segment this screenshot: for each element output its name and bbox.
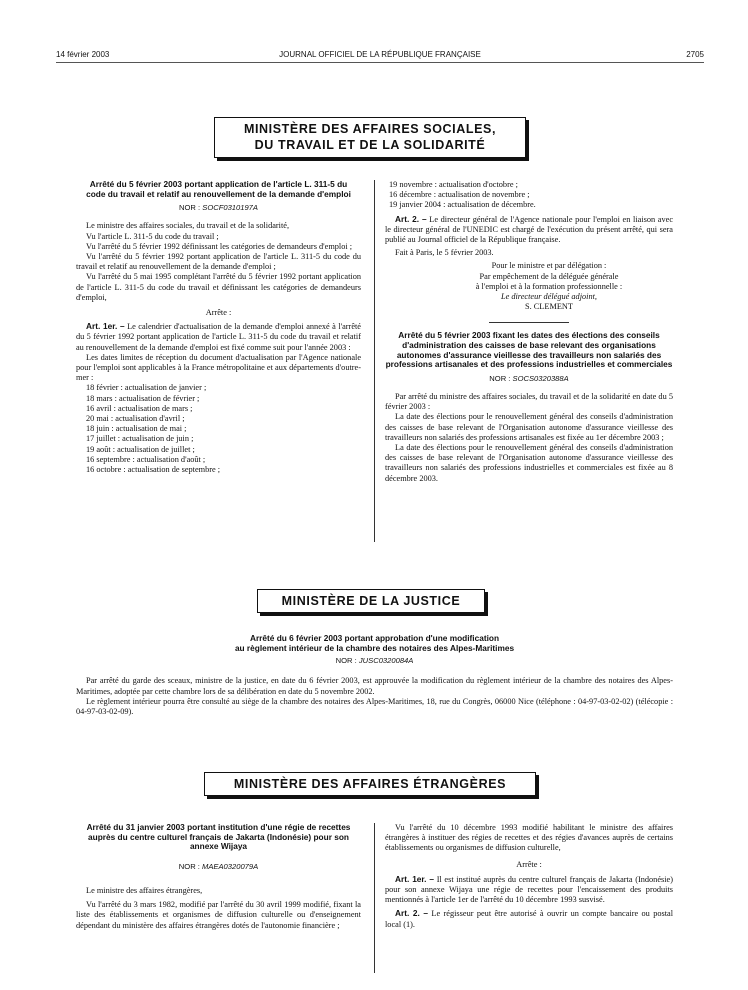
art1-text: Le calendrier d'actualisation de la demande d'emploi annexé à l'arrêté du 5 février 1992 portant application de l'article L. 311-5 du code du travail et relatif au renouvellement de la demande d'emploi est fixé comme suit pour l'année 2003 : <box>76 322 361 352</box>
ministry-heading-line1: MINISTÈRE DES AFFAIRES SOCIALES, <box>243 122 497 136</box>
ministry-heading-affaires-etrangeres <box>204 772 536 796</box>
nor-code: SOCS0320388A <box>512 373 569 383</box>
list-item: 18 juin : actualisation de mai ; <box>86 424 187 434</box>
signatory-name: S. CLEMENT <box>525 302 573 312</box>
arrete1-para: Vu l'arrêté du 5 février 1992 portant application de l'article L. 311-5 du code du travail et relatif au renouvellement de la demande d'emploi ; <box>76 252 361 272</box>
arrete3-title-line2: au règlement intérieur de la chambre des notaires des Alpes-Maritimes <box>234 642 515 653</box>
arrete2-title: Arrêté du 5 février 2003 fixant les dates des élections des conseils d'administration des caisses de base relevant des organisations autonomes d'assurance vieillesse des travailleurs non salariés des professions artisanales et des professions industrielles et commerciales <box>385 330 673 370</box>
arrete3-title-line1: Arrêté du 6 février 2003 portant approbation d'une modification <box>249 633 500 643</box>
sig-line: à l'emploi et à la formation professionnelle : <box>475 281 623 291</box>
arrete1-art1 <box>76 321 361 353</box>
list-item: 16 avril : actualisation de mars ; <box>86 403 193 413</box>
arrete1-para: Vu l'arrêté du 5 mai 1995 complétant l'arrêté du 5 février 1992 portant application de l'article L. 311-5 du code du travail et définissant les catégories de demandeurs d'emploi, <box>76 272 361 302</box>
nor-label: NOR : <box>489 373 511 383</box>
arrete4-right-column <box>385 823 673 930</box>
column-divider <box>374 180 375 542</box>
art2-label: Art. 2. – <box>395 213 427 224</box>
arrete1-para: Le ministre des affaires sociales, du travail et de la solidarité, <box>86 221 290 231</box>
arrete3-para: Le règlement intérieur pourra être consulté au siège de la chambre des notaires des Alpes-Maritimes, 18, rue du Congrès, 06000 Nice (téléphone : 04-97-03-02-02) (télécopie : 04-97-03-02-09). <box>76 696 673 716</box>
arrete1-para: Vu l'arrêté du 5 février 1992 définissant les catégories de demandeurs d'emploi ; <box>86 241 353 251</box>
header-date: 14 février 2003 <box>56 50 110 59</box>
list-item: 20 mai : actualisation d'avril ; <box>86 414 185 424</box>
sig-line: Pour le ministre et par délégation : <box>491 261 607 271</box>
list-item: 17 juillet : actualisation de juin ; <box>86 434 194 444</box>
arrete1-nor <box>76 203 361 213</box>
art1-label: Art. 1er. – <box>395 873 435 884</box>
list-item: 16 décembre : actualisation de novembre ; <box>389 190 530 200</box>
journal-title: JOURNAL OFFICIEL DE LA RÉPUBLIQUE FRANÇAISE <box>279 50 481 59</box>
list-item: 18 février : actualisation de janvier ; <box>86 383 207 393</box>
arrete1-title: Arrêté du 5 février 2003 portant application de l'article L. 311-5 du code du travail et relatif au renouvellement de la demande d'emploi <box>86 179 351 199</box>
arrete3-para: Par arrêté du garde des sceaux, ministre de la justice, en date du 6 février 2003, est approuvée la modification du règlement intérieur de la chambre des notaires des Alpes-Maritimes, adoptée par cette chambre lors de sa délibération en date du 5 novembre 2002. <box>76 676 673 696</box>
arrete1-para: Vu l'article L. 311-5 du code du travail ; <box>86 231 219 241</box>
ministry-heading-line1: MINISTÈRE DE LA JUSTICE <box>281 594 461 608</box>
list-item: 16 septembre : actualisation d'août ; <box>86 454 206 464</box>
list-item: 19 août : actualisation de juillet ; <box>86 444 195 454</box>
sig-line: Par empêchement de la déléguée générale <box>479 271 619 281</box>
arrete4-art2 <box>385 908 673 929</box>
nor-label: NOR : <box>179 203 201 213</box>
art2-text: Le régisseur peut être autorisé à ouvrir un compte bancaire ou postal local (1). <box>385 909 674 929</box>
nor-label: NOR : <box>335 656 357 666</box>
arrete1-art2 <box>385 214 673 246</box>
column-divider <box>374 823 375 973</box>
list-item: 19 novembre : actualisation d'octobre ; <box>389 180 518 189</box>
arrete1-right-column <box>385 180 673 484</box>
arrete2-para: La date des élections pour le renouvellement général des conseils d'administration des caisses de base relevant de l'Organisation autonome d'assurance vieillesse des travailleurs non salariés des professions industrielles et commerciales est fixée au 8 décembre 2003. <box>385 443 673 483</box>
ministry-heading-line1: MINISTÈRE DES AFFAIRES ÉTRANGÈRES <box>233 777 507 791</box>
ministry-heading-justice <box>257 589 485 613</box>
nor-code: SOCF0310197A <box>202 203 258 213</box>
signature-block <box>425 261 673 312</box>
art2-label: Art. 2. – <box>395 908 429 919</box>
calendar-list <box>76 383 361 475</box>
arrete4-para: Vu l'arrêté du 3 mars 1982, modifié par l'arrêté du 30 avril 1999 modifié, fixant la liste des établissements et organismes de diffusion culturelle ou d'enseignement dépendant du ministère des affaires étrangères dotés de l'autonomie financière ; <box>76 900 361 930</box>
nor-code: MAEA0320079A <box>202 861 259 871</box>
sig-line: Le directeur délégué adjoint, <box>500 292 597 302</box>
arrete3-nor <box>76 656 673 666</box>
arrete2-nor <box>385 374 673 384</box>
page-header <box>56 50 704 63</box>
nor-label: NOR : <box>178 861 200 871</box>
arrete4-nor <box>76 862 361 872</box>
arrete3-block <box>76 634 673 717</box>
arrete1-fait: Fait à Paris, le 5 février 2003. <box>395 248 494 258</box>
divider <box>489 322 569 323</box>
art2-text: Le directeur général de l'Agence nationale pour l'emploi en liaison avec le directeur général de l'UNEDIC est chargé de l'exécution du présent arrêté, qui sera publié au Journal officiel de la République française. <box>385 214 673 245</box>
arrete1-dates-intro: Les dates limites de réception du document d'actualisation par l'Agence nationale pour l'emploi sont applicables à la France métropolitaine et aux départements d'outre-mer : <box>76 352 361 383</box>
arrete1-arrete: Arrête : <box>205 308 232 318</box>
calendar-list-cont <box>385 180 673 211</box>
list-item: 16 octobre : actualisation de septembre ; <box>86 465 221 475</box>
arrete4-left-column <box>76 823 361 931</box>
arrete4-art1 <box>385 874 673 906</box>
page-number: 2705 <box>686 50 704 59</box>
arrete4-arrete: Arrête : <box>516 859 542 869</box>
arrete1-left-column <box>76 180 361 475</box>
arrete4-para: Le ministre des affaires étrangères, <box>86 885 203 895</box>
arrete4-title: Arrêté du 31 janvier 2003 portant institution d'une régie de recettes auprès du centre culturel français de Jakarta (Indonésie) pour son annexe Wijaya <box>86 822 351 852</box>
arrete4-para: Vu l'arrêté du 10 décembre 1993 modifié habilitant le ministre des affaires étrangères à instituer des régies de recettes et des régies d'avances auprès de certains établissements ou organismes de diffusion culturelle, <box>385 823 673 853</box>
list-item: 19 janvier 2004 : actualisation de décembre. <box>389 200 536 210</box>
arrete2-para: La date des élections pour le renouvellement général des conseils d'administration des caisses de base relevant de l'Organisation autonome d'assurance vieillesse des travailleurs non salariés des professions artisanales est fixée au 1er décembre 2003 ; <box>385 412 673 442</box>
art1-text: Il est institué auprès du centre culturel français de Jakarta (Indonésie) pour son annexe Wijaya une régie de recettes pour l'encaissement des produits mentionnés à l'article 1er de l'arrêté du 10 décembre 1993 susvisé. <box>385 874 673 905</box>
arrete2-para: Par arrêté du ministre des affaires sociales, du travail et de la solidarité en date du 5 février 2003 : <box>385 392 673 412</box>
ministry-heading-line2: DU TRAVAIL ET DE LA SOLIDARITÉ <box>254 138 486 152</box>
ministry-heading-affaires-sociales <box>214 117 526 158</box>
nor-code: JUSC0320084A <box>358 656 414 666</box>
art1-label: Art. 1er. – <box>86 321 125 332</box>
list-item: 18 mars : actualisation de février ; <box>86 393 200 403</box>
